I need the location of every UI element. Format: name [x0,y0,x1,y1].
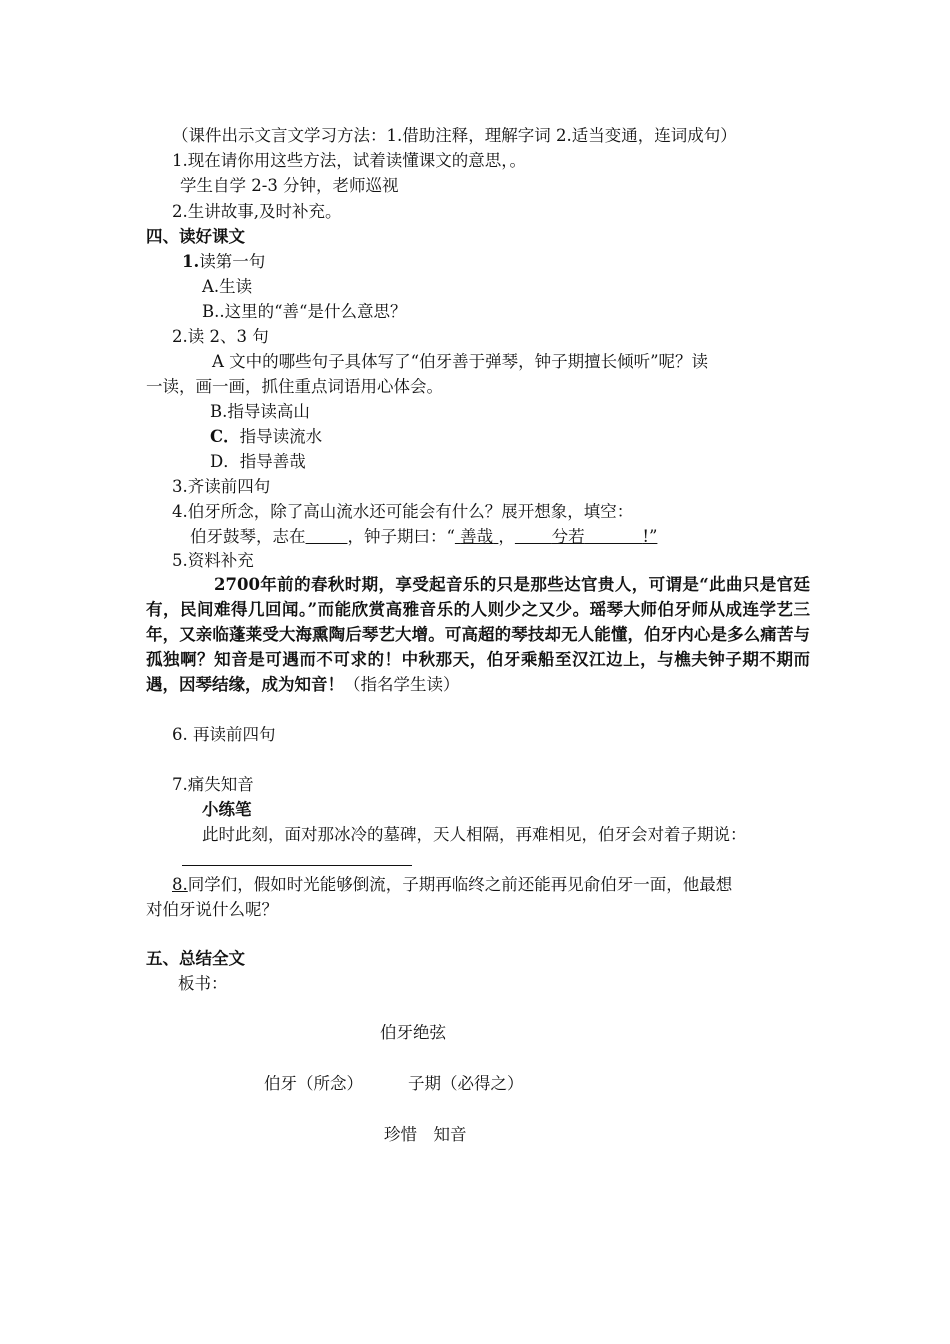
fill-text-end: !” [642,527,658,546]
board-bottom-item: 珍惜 知音 [384,1125,467,1144]
fill-text-1: 伯牙鼓琴，志在 [190,527,306,546]
guide-water-line [210,426,322,448]
sub-item-a: A.生读 [202,277,253,296]
item-text: 读第一句 [199,252,266,271]
read-together-line: 3.齐读前四句 [172,477,271,496]
step-1-line: 1.现在请你用这些方法，试着读懂课文的意思，。 [172,151,526,170]
item-text: 同学们，假如时光能够倒流，子期再临终之前还能再见俞伯牙一面，他最想 [187,875,733,894]
section-5-heading: 五、总结全文 [146,949,245,968]
board-left-item: 伯牙（所念） [264,1074,363,1093]
sub-item-b: B..这里的“善“是什么意思？ [202,302,407,321]
fill-text-xiruo: 兮若 [551,527,585,546]
fill-text-comma: ， [498,527,515,546]
item-letter: C． [210,427,240,446]
blank-shanzai [455,527,499,546]
imagination-question: 4.伯牙所念，除了高山流水还可能会有什么？展开想象，填空： [172,502,634,521]
lose-friend-line: 7.痛失知音 [172,775,254,794]
material-supplement-line: 5.资料补充 [172,551,254,570]
answer-line [182,865,412,866]
practice-heading: 小练笔 [202,800,252,819]
practice-prompt: 此时此刻，面对那冰冷的墓碑，天人相隔，再难相见，伯牙会对着子期说： [202,825,747,844]
material-paragraph [146,572,810,697]
material-note: （指名学生读） [344,675,460,694]
self-study-line: 学生自学 2-3 分钟，老师巡视 [180,176,399,195]
board-right-item: 子期（必得之） [408,1074,524,1093]
step-2-line: 2.生讲故事,及时补充。 [172,202,342,221]
item-number: 1. [182,252,200,271]
guide-mountain-line: B.指导读高山 [210,402,310,421]
fill-text-shanzai: 善哉 [460,527,494,546]
blank-1 [306,527,348,546]
learning-method-line: （课件出示文言文学习方法：1.借助注释，理解字词 2.适当变通，连词成句） [172,126,737,145]
fill-text-2: ，钟子期曰：“ [347,527,455,546]
board-label: 板书： [178,974,228,993]
fill-blank-line [190,526,657,548]
material-text: 2700年前的春秋时期，享受起音乐的只是那些达官贵人，可谓是“此曲只是官廷有，民间难得几回闻。”而能欣赏高雅音乐的人则少之又少。瑶琴大师伯牙师从成连学艺三年，又亲临蓬莱受大海熏陶后琴艺大增。可高超的琴技却无人能懂，伯牙内心是多么痛苦与孤独啊？知音是可遇而不可求的！中秋那天，伯牙乘船至汉江边上，与樵夫钟子期不期而遇，因琴结缘，成为知音！ [146,575,810,694]
item-text: 指导读流水 [239,427,323,446]
question-line-1: A 文中的哪些句子具体写了“伯牙善于弹琴，钟子期擅长倾听”呢？读 [212,352,709,371]
item-number: 8. [172,875,188,894]
question-line-2: 一读，画一画，抓住重点词语用心体会。 [146,377,443,396]
section-4-heading: 四、读好课文 [146,227,245,246]
read-sentences-line: 2.读 2、3 句 [172,327,269,346]
board-title: 伯牙绝弦 [380,1023,446,1042]
reread-line: 6. 再读前四句 [172,725,276,744]
step-8-continuation: 对伯牙说什么呢？ [146,900,278,919]
step-8-line [172,874,732,896]
blank-2 [515,527,658,546]
read-first-sentence-line [182,251,265,273]
guide-shanzai-line: D．指导善哉 [210,452,306,471]
